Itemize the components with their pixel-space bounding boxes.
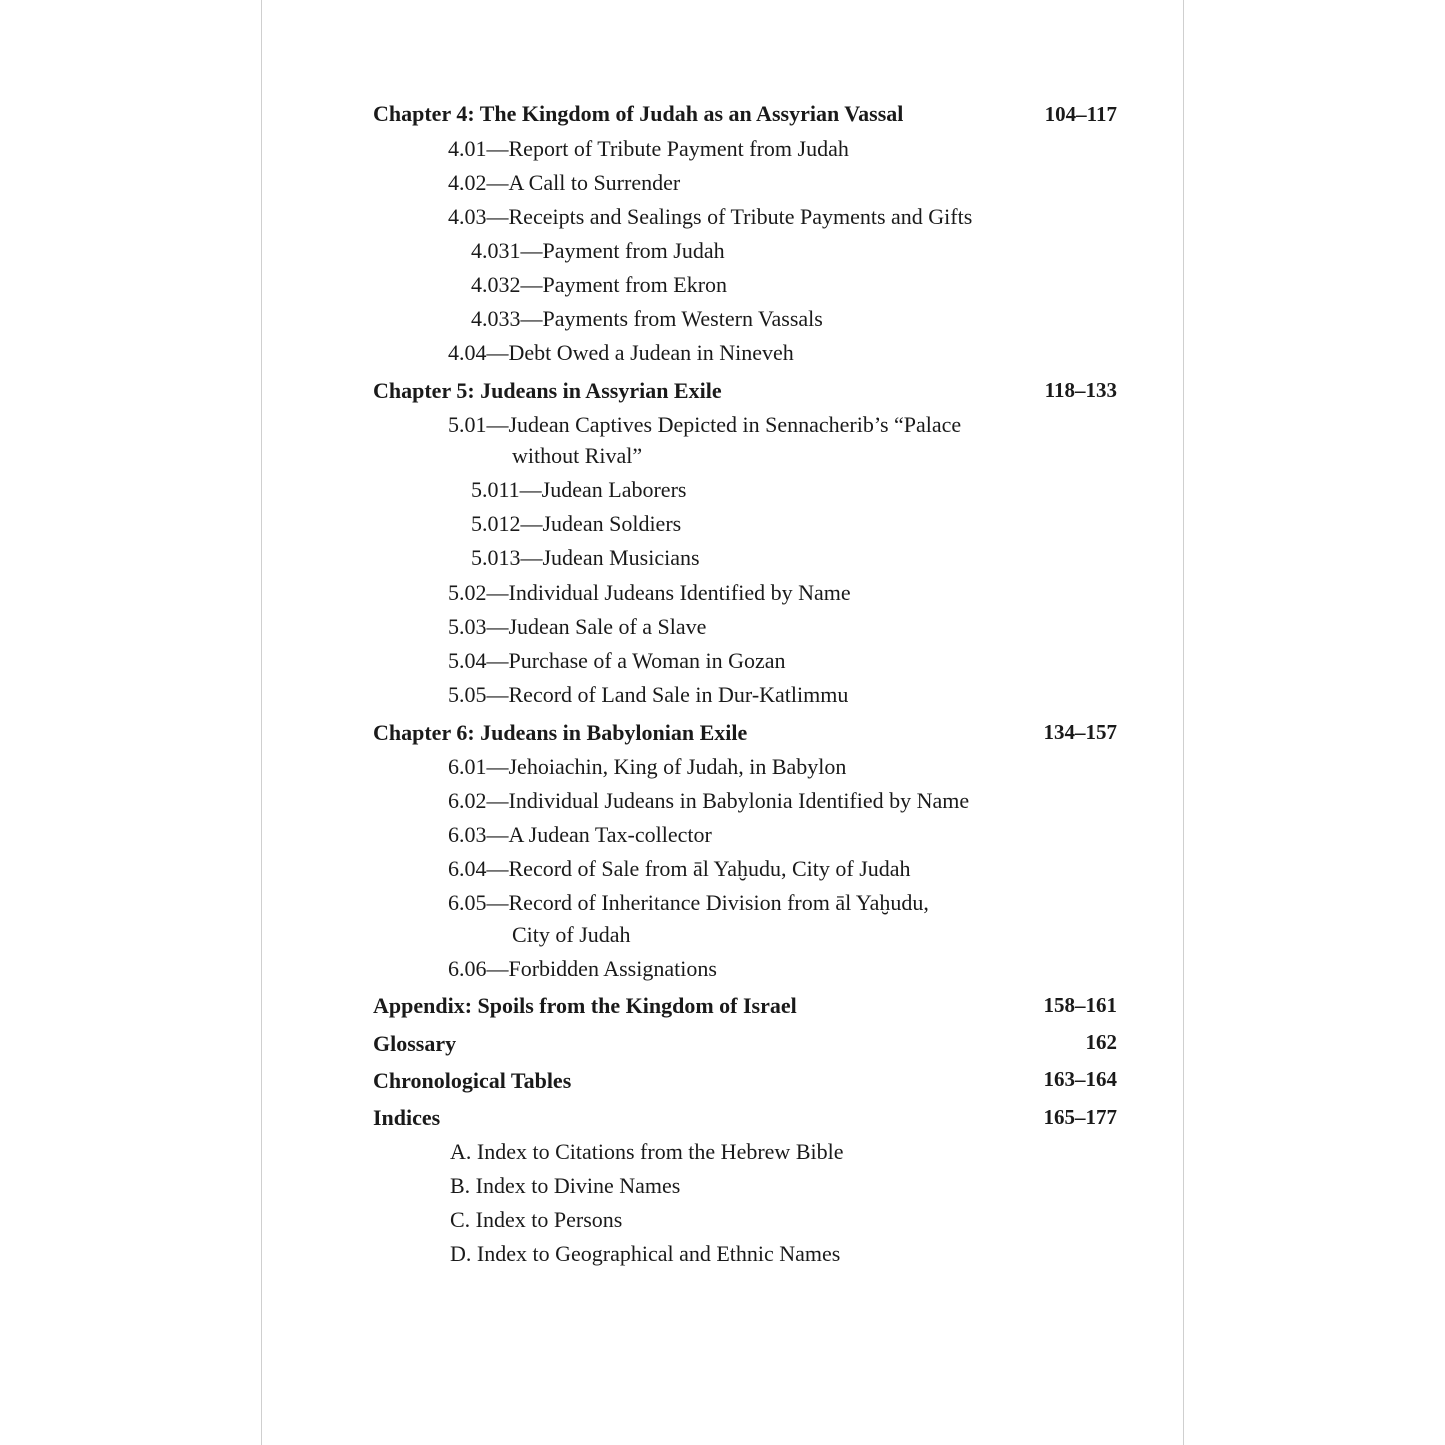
toc-entry: 6.04—Record of Sale from āl Yaḫudu, City of Judah bbox=[448, 856, 911, 881]
toc-entry-continuation: without Rival” bbox=[512, 443, 643, 468]
toc-entry: 6.06—Forbidden Assignations bbox=[448, 956, 717, 981]
toc-entry: 6.02—Individual Judeans in Babylonia Identified by Name bbox=[448, 788, 970, 813]
appendix-pages: 158–161 bbox=[1043, 993, 1117, 1017]
book-page bbox=[261, 0, 1184, 1445]
appendix-title: Appendix: Spoils from the Kingdom of Israel bbox=[373, 993, 797, 1018]
chronological-tables-pages: 163–164 bbox=[1043, 1067, 1117, 1091]
toc-subentry: 4.032—Payment from Ekron bbox=[471, 272, 728, 297]
chronological-tables-title: Chronological Tables bbox=[373, 1068, 572, 1093]
index-entry: B. Index to Divine Names bbox=[450, 1173, 681, 1198]
toc-entry-continuation: City of Judah bbox=[512, 922, 631, 947]
chapter-4-pages: 104–117 bbox=[1044, 102, 1117, 126]
chapter-4-title: Chapter 4: The Kingdom of Judah as an Assyrian Vassal bbox=[373, 101, 904, 126]
toc-subentry: 4.033—Payments from Western Vassals bbox=[471, 306, 823, 331]
toc-entry: 4.04—Debt Owed a Judean in Nineveh bbox=[448, 340, 794, 365]
toc-entry: 6.05—Record of Inheritance Division from āl Yaḫudu, bbox=[448, 890, 929, 915]
indices-pages: 165–177 bbox=[1043, 1105, 1117, 1129]
toc-entry: 6.01—Jehoiachin, King of Judah, in Babylon bbox=[448, 754, 847, 779]
index-entry: D. Index to Geographical and Ethnic Names bbox=[450, 1241, 841, 1266]
toc-subentry: 5.012—Judean Soldiers bbox=[471, 511, 682, 536]
toc-entry: 5.01—Judean Captives Depicted in Sennacherib’s “Palace bbox=[448, 412, 962, 437]
toc-entry: 5.03—Judean Sale of a Slave bbox=[448, 614, 707, 639]
chapter-6-pages: 134–157 bbox=[1043, 720, 1117, 744]
toc-entry: 5.02—Individual Judeans Identified by Name bbox=[448, 580, 851, 605]
toc-entry: 5.04—Purchase of a Woman in Gozan bbox=[448, 648, 786, 673]
indices-title: Indices bbox=[373, 1105, 441, 1130]
toc-entry: 6.03—A Judean Tax-collector bbox=[448, 822, 712, 847]
toc-entry: 4.03—Receipts and Sealings of Tribute Payments and Gifts bbox=[448, 204, 973, 229]
glossary-pages: 162 bbox=[1085, 1030, 1117, 1054]
toc-entry: 4.01—Report of Tribute Payment from Judah bbox=[448, 136, 849, 161]
chapter-6-title: Chapter 6: Judeans in Babylonian Exile bbox=[373, 720, 748, 745]
toc-subentry: 4.031—Payment from Judah bbox=[471, 238, 725, 263]
toc-entry: 4.02—A Call to Surrender bbox=[448, 170, 681, 195]
chapter-5-pages: 118–133 bbox=[1044, 378, 1117, 402]
toc-subentry: 5.013—Judean Musicians bbox=[471, 545, 700, 570]
chapter-5-title: Chapter 5: Judeans in Assyrian Exile bbox=[373, 378, 722, 403]
glossary-title: Glossary bbox=[373, 1031, 457, 1056]
toc-subentry: 5.011—Judean Laborers bbox=[471, 477, 687, 502]
table-of-contents bbox=[262, 0, 1183, 1445]
index-entry: C. Index to Persons bbox=[450, 1207, 623, 1232]
index-entry: A. Index to Citations from the Hebrew Bible bbox=[450, 1139, 844, 1164]
toc-entry: 5.05—Record of Land Sale in Dur-Katlimmu bbox=[448, 682, 849, 707]
